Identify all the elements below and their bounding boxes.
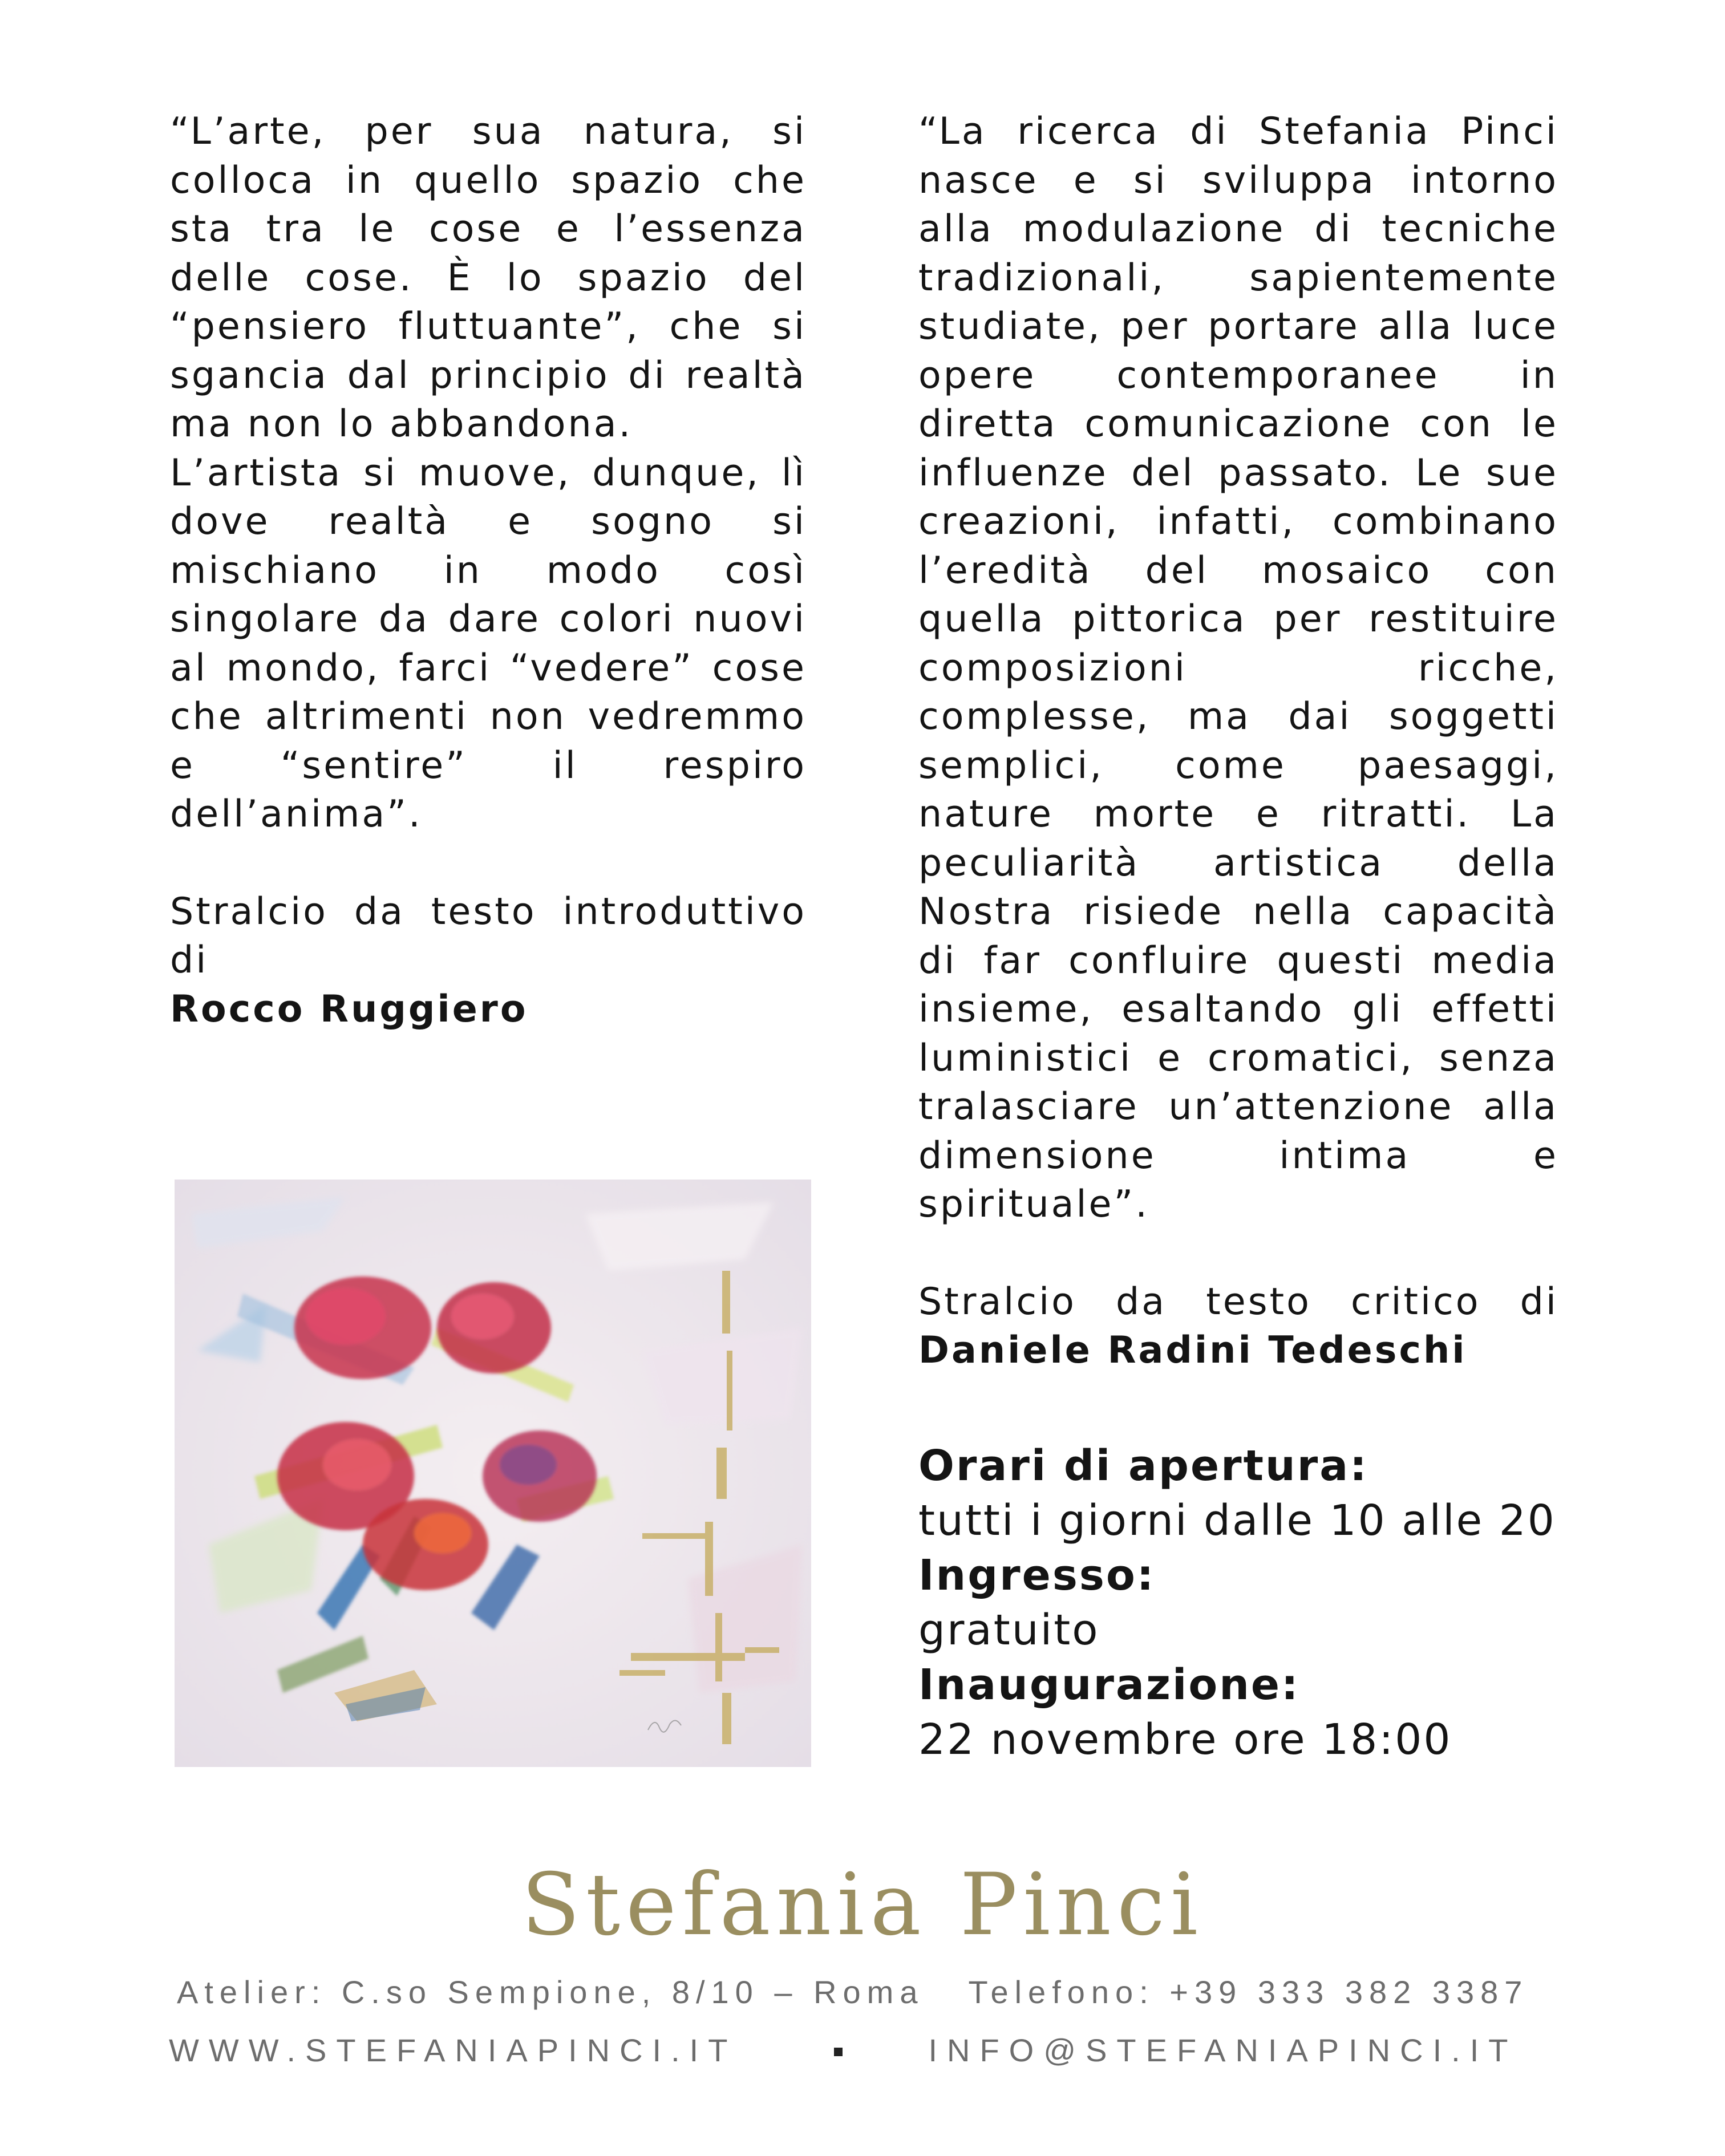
flower-painting-artwork (175, 1180, 811, 1767)
brand-title: Stefania Pinci (521, 1855, 1204, 1955)
entry-value: gratuito (918, 1606, 1100, 1655)
contact-row-web-email (169, 2031, 1517, 2070)
contact-row-address-phone (177, 1972, 1528, 2012)
intro-quote-paragraph-1: “L’arte, per sua natura, si colloca in quello spazio che sta tra le cose e l’essenza delle cose. È lo spazio del “pensiero fluttuante”, che si sgancia dal principio di realtà ma non lo abbandona. (170, 110, 807, 445)
critic-quote-paragraph: “La ricerca di Stefania Pinci nasce e si sviluppa intorno alla modulazione di tecniche tradizionali, sapientemente studiate, per portare alla luce opere contemporanee in diretta comunicazione con le influenze del passato. Le sue creazioni, infatti, combinano l’eredità del mosaico con quella pittorica per restituire composizioni ricche, complesse, ma dai soggetti semplici, come paesaggi, nature morte e ritratti. La peculiarità artistica della Nostra risiede nella capacità di far confluire questi media insieme, esaltando gli effetti luministici e cromatici, senza tralasciare un’attenzione alla dimensione intima e spirituale”. (918, 110, 1558, 1226)
email-link[interactable]: INFO@STEFANIAPINCI.IT (928, 2032, 1518, 2068)
intro-credit-text: Stralcio da testo introduttivo di (170, 890, 807, 982)
intro-quote-paragraph-2: L’artista si muove, dunque, lì dove realtà e sogno si mischiano in modo così singolare da dare colori nuovi al mondo, farci “vedere” cose che altrimenti non vedremmo e “sentire” il respiro dell’anima”. (170, 451, 807, 836)
critic-quote-column (918, 107, 1558, 1375)
entry-label: Ingresso: (918, 1551, 1156, 1600)
intro-quote-column (170, 107, 807, 1034)
phone-number[interactable]: Telefono: +39 333 382 3387 (968, 1974, 1529, 2010)
event-info (918, 1438, 1603, 1767)
website-link[interactable]: WWW.STEFANIAPINCI.IT (169, 2032, 738, 2068)
atelier-address: Atelier: C.so Sempione, 8/10 – Roma (177, 1974, 924, 2010)
intro-credit (170, 887, 807, 1034)
opening-label: Inaugurazione: (918, 1660, 1300, 1709)
separator-square-icon (834, 2048, 843, 2056)
intro-credit-author: Rocco Ruggiero (170, 987, 528, 1031)
hours-value: tutti i giorni dalle 10 alle 20 (918, 1496, 1556, 1545)
opening-value: 22 novembre ore 18:00 (918, 1715, 1452, 1764)
critic-credit-text: Stralcio da testo critico di (918, 1280, 1558, 1323)
hours-label: Orari di apertura: (918, 1441, 1368, 1490)
flower-painting-image (175, 1180, 811, 1767)
critic-credit-author: Daniele Radini Tedeschi (918, 1329, 1467, 1372)
critic-credit (918, 1278, 1558, 1375)
